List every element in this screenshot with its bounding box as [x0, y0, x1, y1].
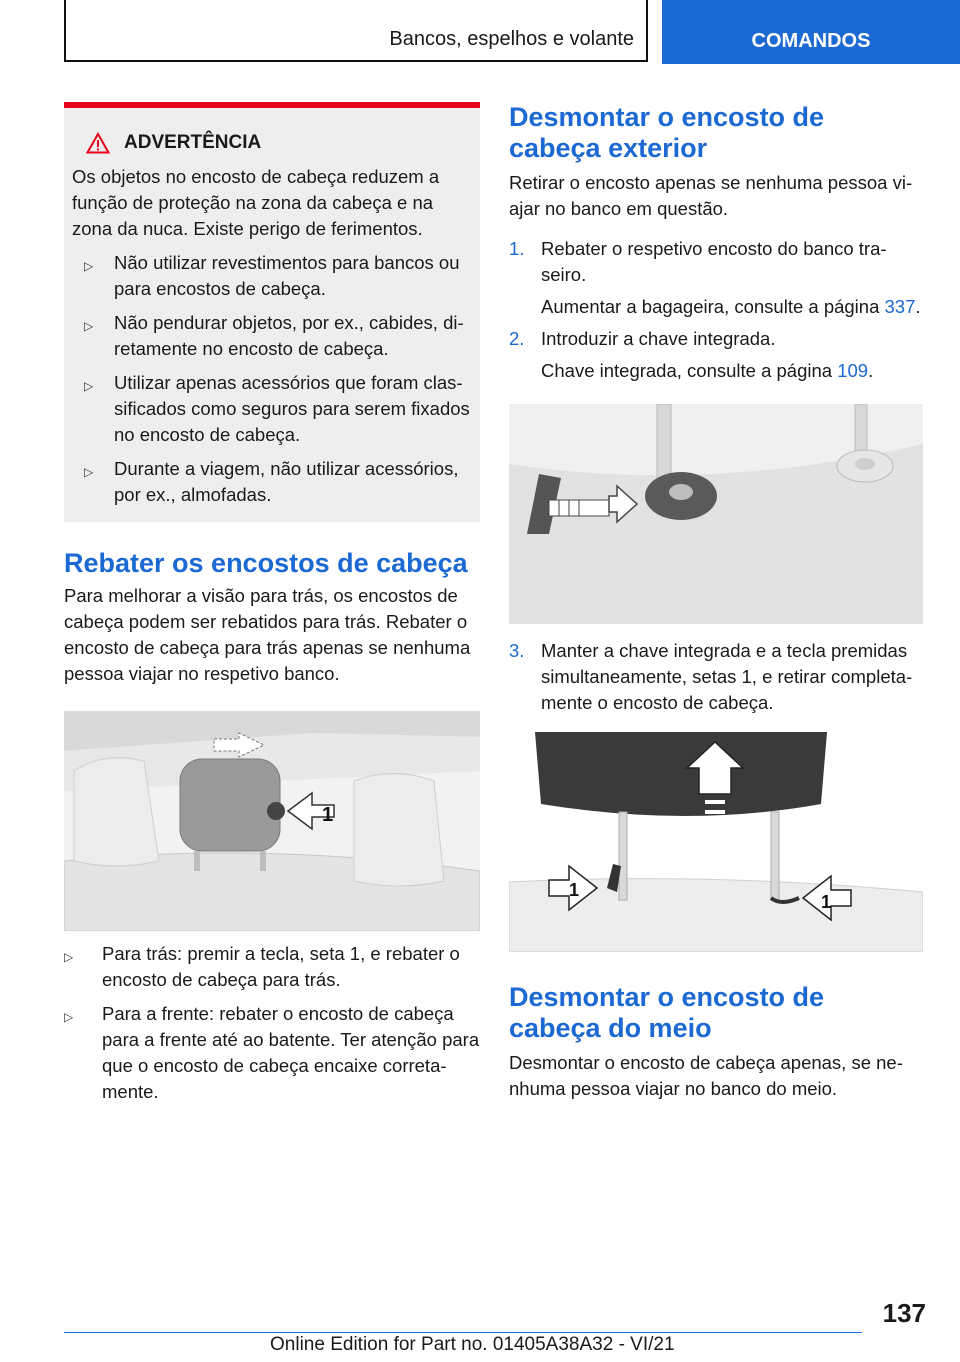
integrated-key-figure: [509, 404, 923, 624]
heading-remove-middle: Desmontar o encosto de cabeça do meio: [509, 982, 825, 1043]
triangle-bullet-icon: ▷: [84, 379, 94, 393]
page-link-109[interactable]: 109: [837, 360, 869, 381]
left-column: [64, 102, 480, 1105]
figure-callout-right: 1: [821, 892, 832, 912]
section-title: Bancos, espelhos e volante: [389, 28, 634, 50]
step-1-reference: Aumentar a bagageira, consulte a página 337.: [541, 296, 921, 317]
warning-box: [64, 102, 480, 522]
warning-triangle-icon: [86, 132, 110, 154]
heading-remove-outer: Desmontar o encosto de cabeça exterior: [509, 102, 825, 163]
rear-seat-illustration: [64, 711, 480, 931]
triangle-bullet-icon: ▷: [64, 1010, 74, 1024]
footer-divider: [64, 1332, 862, 1333]
edition-text: Online Edition for Part no. 01405A38A32 - VI/21: [270, 1334, 675, 1355]
triangle-bullet-icon: ▷: [84, 465, 94, 479]
fold-bullet: ▷ Para trás: premir a tecla, seta 1, e rebater o encosto de cabeça para trás.: [64, 941, 480, 993]
fold-intro-text: Para melhorar a visão para trás, os encostos de cabeça podem ser rebatidos para trás. Rebater o encosto de cabeça para trás apenas se nenhuma pessoa viajar no respetivo banco.: [64, 585, 471, 684]
step-3: 3. Manter a chave integrada e a tecla premidas simultaneamente, setas 1, e retirar completamente o encosto de cabeça.: [509, 640, 913, 713]
triangle-bullet-icon: ▷: [84, 319, 94, 333]
warning-text: Os objetos no encosto de cabeça reduzem a função de proteção na zona da cabeça e na zona da nuca. Existe perigo de ferimentos.: [72, 166, 440, 239]
figure-callout-1: 1: [322, 804, 334, 826]
fold-bullet: ▷ Para a frente: rebater o encosto de cabeça para a frente até ao batente. Ter atenção para que o encosto de cabeça encaixe corretamente.: [64, 1001, 480, 1105]
outer-intro-text: Retirar o encosto apenas se nenhuma pessoa viajar no banco em questão.: [509, 172, 913, 219]
middle-intro-text: Desmontar o encosto de cabeça apenas, se nenhuma pessoa viajar no banco do meio.: [509, 1052, 903, 1099]
warning-bullet: ▷ Utilizar apenas acessórios que foram classificados como seguros para serem fixados no encosto de cabeça.: [72, 370, 470, 448]
page-number: 137: [882, 1298, 926, 1328]
triangle-bullet-icon: ▷: [64, 950, 74, 964]
step-2-reference: Chave integrada, consulte a página 109.: [541, 360, 874, 381]
triangle-bullet-icon: ▷: [84, 259, 94, 273]
rear-seat-headrest-figure: [64, 711, 480, 931]
remove-headrest-illustration: [509, 732, 923, 952]
page-link-337[interactable]: 337: [884, 296, 916, 317]
step-2: 2. Introduzir a chave integrada.: [509, 328, 776, 349]
warning-bullet: ▷ Não pendurar objetos, por ex., cabides, diretamente no encosto de cabeça.: [72, 310, 470, 362]
chapter-tab[interactable]: COMANDOS: [662, 0, 960, 64]
integrated-key-illustration: [509, 404, 923, 624]
header-frame: [64, 0, 648, 62]
warning-title: [72, 130, 470, 156]
step-1: 1. Rebater o respetivo encosto do banco traseiro.: [509, 238, 887, 285]
warning-bullet: ▷ Não utilizar revestimentos para bancos ou para encostos de cabeça.: [72, 250, 470, 302]
right-column: [509, 102, 923, 1102]
heading-fold-headrests: Rebater os encostos de cabeça: [64, 548, 468, 578]
warning-bullet: ▷ Durante a viagem, não utilizar acessórios, por ex., almofadas.: [72, 456, 470, 508]
warning-title-text: ADVERTÊNCIA: [124, 132, 262, 153]
remove-headrest-figure: [509, 732, 923, 952]
figure-callout-left: 1: [569, 880, 580, 900]
